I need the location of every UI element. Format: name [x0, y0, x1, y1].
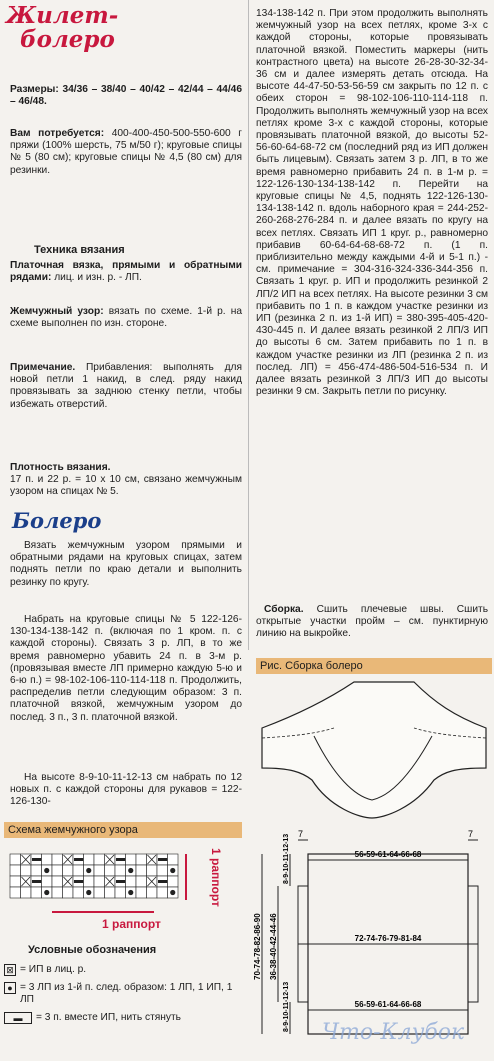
chart-cell	[168, 876, 179, 887]
chart-cell	[115, 887, 126, 898]
chart-cell	[52, 865, 63, 876]
chart-cell	[147, 887, 158, 898]
bolero-outline	[262, 682, 486, 818]
figure-caption: Рис. Сборка болеро	[256, 658, 492, 674]
assembly-label: Сборка.	[264, 604, 304, 615]
stockinette-text: лиц. и изн. р. - ЛП.	[54, 272, 142, 284]
chart-cell	[105, 887, 116, 898]
chart-cell	[136, 854, 147, 865]
chart-cell	[136, 865, 147, 876]
chart-cell	[94, 887, 105, 898]
chart-cell	[52, 876, 63, 887]
legend-item	[4, 982, 242, 1006]
chart-grid	[10, 854, 178, 898]
increase-mark	[44, 868, 49, 873]
note-text: Прибавления: выполнять для новой петли 1 накид, в след. ряду накид провязывать за заднюю стенку петли, чтобы избежать отверстий.	[10, 362, 242, 410]
title-line-1: Жилет-	[6, 2, 119, 29]
legend-text: = ИП в лиц. р.	[20, 964, 87, 975]
watermark-logo: Что-Клубок	[322, 1020, 465, 1045]
dim-width-bottom: 56-59-61-64-66-68	[354, 1000, 422, 1009]
assembly-paragraph	[256, 604, 488, 641]
chart-cell	[105, 865, 116, 876]
article-title	[6, 4, 242, 52]
increase-symbol-icon: ●	[4, 982, 16, 994]
chart-cell	[147, 865, 158, 876]
dim-height-lower: 8-9-10-11-12-13	[283, 981, 290, 1032]
purl-symbol-icon: ⊠	[4, 964, 16, 976]
chart-cell	[157, 887, 168, 898]
chart-cell	[126, 876, 137, 887]
dim-width-top: 56-59-61-64-66-68	[354, 850, 422, 859]
chart-cell	[126, 854, 137, 865]
pattern-schematic	[254, 830, 490, 1052]
materials-text: 400-400-450-500-550-600 г пряжи (100% шерсть, 75 м/50 г); круговые спицы № 5 (80 см); круговые спицы № 4,5 (80 см) для резинки.	[10, 128, 242, 176]
increase-mark	[44, 890, 49, 895]
chart-cell	[52, 887, 63, 898]
dim-height-upper: 8-9-10-11-12-13	[283, 833, 290, 884]
chart-cell	[84, 854, 95, 865]
assembly-sketch	[254, 676, 490, 826]
materials-label: Вам потребуется:	[10, 128, 105, 139]
dim-top-right: 7	[468, 829, 474, 839]
chart-cell	[94, 876, 105, 887]
increase-mark	[86, 890, 91, 895]
chart-cell	[73, 865, 84, 876]
repeat-vertical-label: 1 раппорт	[209, 848, 223, 907]
note-paragraph	[10, 362, 242, 411]
bolero-text-1: Вязать жемчужным узором прямыми и обратными рядами на круговых спицах, затем поднять петли по краю детали и выполнить резинку по кругу.	[10, 540, 242, 588]
increase-mark	[170, 868, 175, 873]
legend-text: = 3 ЛП из 1-й п. след. образом: 1 ЛП, 1 ИП, 1 ЛП	[20, 982, 233, 1005]
materials-paragraph	[10, 128, 242, 177]
instructions-continued: 134-138-142 п. При этом продолжить выполнять жемчужный узор на всех петлях, кроме 3-х с каждой стороны, которые провязывать платочной вязкой. Поместить маркеры (нить контрастного цвета) на высоте 26-28-30-32-34-36 см и далее измерять детать отсюда. На высоте 44-47-50-53-56-59 см закрыть по 12 п. с обеих сторон = 98-102-106-110-114-118 п. Продолжить выполнять жемчужный узор на всех петлях кроме 3-х с каждой стороны, которые провязывать платочной вязкой, до высоты 52-56-60-64-68-72 см (последний ряд из ИП должен быть лицевым). Связать затем 3 р. ЛП, в то же время равномерно прибавить 24 п. в 1-м р. = 122-126-130-134-138-142 п. Перейти на круговые спицы № 4,5, поднять 122-126-130-134-138-142 п. вдоль наборного края = 244-252-260-268-276-284 п. и далее вязать по кругу на всех петлях. Связать ИП 1 круг. р., равномерно прибавив 60-64-64-68-68-72 п. (1 п. приблизительно между каждыми 4-й и 5-1 п.) - см. примечание = 304-316-324-336-344-356 п. Связать 1 круг. р. ИП и продолжить резинкой 2 ЛП/2 ИП на всех петлях. На высоте резинки 3 см прибавить по 1 п. в каждом участке резинки из ИП (резинка 2 п. из 1-й ИП) = 380-395-405-420-430-445 п. И далее вязать резинкой 2 ЛП/3 ИП до высоты 6 см. Затем прибавить по 1 п. в каждом участке резинки из ЛП (резинка 2 п. из послед. ЛП) = 456-474-486-504-516-534 п. И далее вязать резинкой 3 ЛП/3 ИП до высоты резинки 9 см. Закрыть петли по рисунку.	[256, 8, 488, 398]
chart-cell	[115, 865, 126, 876]
legend-heading: Условные обозначения	[28, 944, 157, 956]
dim-height-mid: 36-38-40-42-44-46	[269, 913, 278, 980]
chart-cell	[136, 887, 147, 898]
chart-cell	[31, 887, 42, 898]
legend-list	[4, 964, 242, 1024]
pearl-paragraph	[10, 306, 242, 330]
chart-cell	[168, 854, 179, 865]
stockinette-paragraph	[10, 260, 242, 284]
chart-cell	[21, 865, 32, 876]
dim-width-mid: 72-74-76-79-81-84	[354, 934, 422, 943]
assembly-text: Сшить плечевые швы. Сшить открытые участки пройм – см. пунктирную линию на выкройке.	[256, 604, 488, 640]
stockinette-label: Платочная вязка, прямыми и обратными рядами:	[10, 260, 242, 284]
bolero-heading: Болеро	[12, 508, 102, 533]
chart-cell	[94, 854, 105, 865]
chart-cell	[10, 854, 21, 865]
chart-cell	[136, 876, 147, 887]
chart-cell	[21, 887, 32, 898]
legend-text: = 3 п. вместе ИП, нить стянуть	[36, 1012, 181, 1023]
density-paragraph	[10, 462, 242, 499]
chart-cell	[52, 854, 63, 865]
legend-item	[4, 1012, 242, 1024]
density-label: Плотность вязания.	[10, 462, 111, 473]
chart-cell	[94, 865, 105, 876]
pearl-label: Жемчужный узор:	[10, 306, 104, 317]
chart-cell	[63, 865, 74, 876]
bolero-text-2: Набрать на круговые спицы № 5 122-126-130-134-138-142 п. (включая по 1 кром. п. с каждой стороны). Связать 3 р. ЛП, в то же время равномерно убавить 24 п. в 3-м р. (провязывая вместе ЛП примерно каждую 5-ю и 6-ю п.) = 98-102-106-110-114-118 п. Продолжить, распределив петли следующим образом: 3 п. платочной вязкой, жемчужным узором до послед. 3 п., 3 п. платочной вязкой.	[10, 614, 242, 723]
increase-mark	[86, 868, 91, 873]
column-divider	[248, 0, 249, 650]
chart-cell	[63, 887, 74, 898]
repeat-horizontal-label: 1 раппорт	[102, 917, 161, 931]
dim-top-left: 7	[298, 829, 304, 839]
increase-mark	[128, 890, 133, 895]
sizes-text: Размеры: 34/36 – 38/40 – 40/42 – 42/44 – 44/46 – 46/48.	[10, 84, 242, 108]
increase-mark	[128, 868, 133, 873]
pearl-text: вязать по схеме. 1-й р. на схеме выполнен по изн. стороне.	[10, 306, 242, 330]
chart-cell	[10, 887, 21, 898]
chart-cell	[31, 865, 42, 876]
scheme-title: Схема жемчужного узора	[4, 822, 242, 838]
technique-heading: Техника вязания	[34, 244, 125, 256]
dim-height-total: 70-74-78-82-86-90	[253, 913, 262, 980]
chart-cell	[10, 876, 21, 887]
legend-item	[4, 964, 242, 976]
chart-cell	[84, 876, 95, 887]
decrease-symbol-icon: ▬	[4, 1012, 32, 1024]
density-text: 17 п. и 22 р. = 10 х 10 см, связано жемчужным узором на спицах № 5.	[10, 474, 242, 498]
note-label: Примечание.	[10, 362, 76, 373]
chart-cell	[10, 865, 21, 876]
title-line-2: болеро	[20, 26, 115, 53]
chart-cell	[42, 876, 53, 887]
chart-cell	[157, 865, 168, 876]
chart-cell	[42, 854, 53, 865]
chart-cell	[73, 887, 84, 898]
increase-mark	[170, 890, 175, 895]
pearl-pattern-chart	[6, 840, 244, 938]
bolero-text-3: На высоте 8-9-10-11-12-13 см набрать по 12 новых п. с каждой стороны для рукавов = 122-126-130-	[10, 772, 242, 808]
